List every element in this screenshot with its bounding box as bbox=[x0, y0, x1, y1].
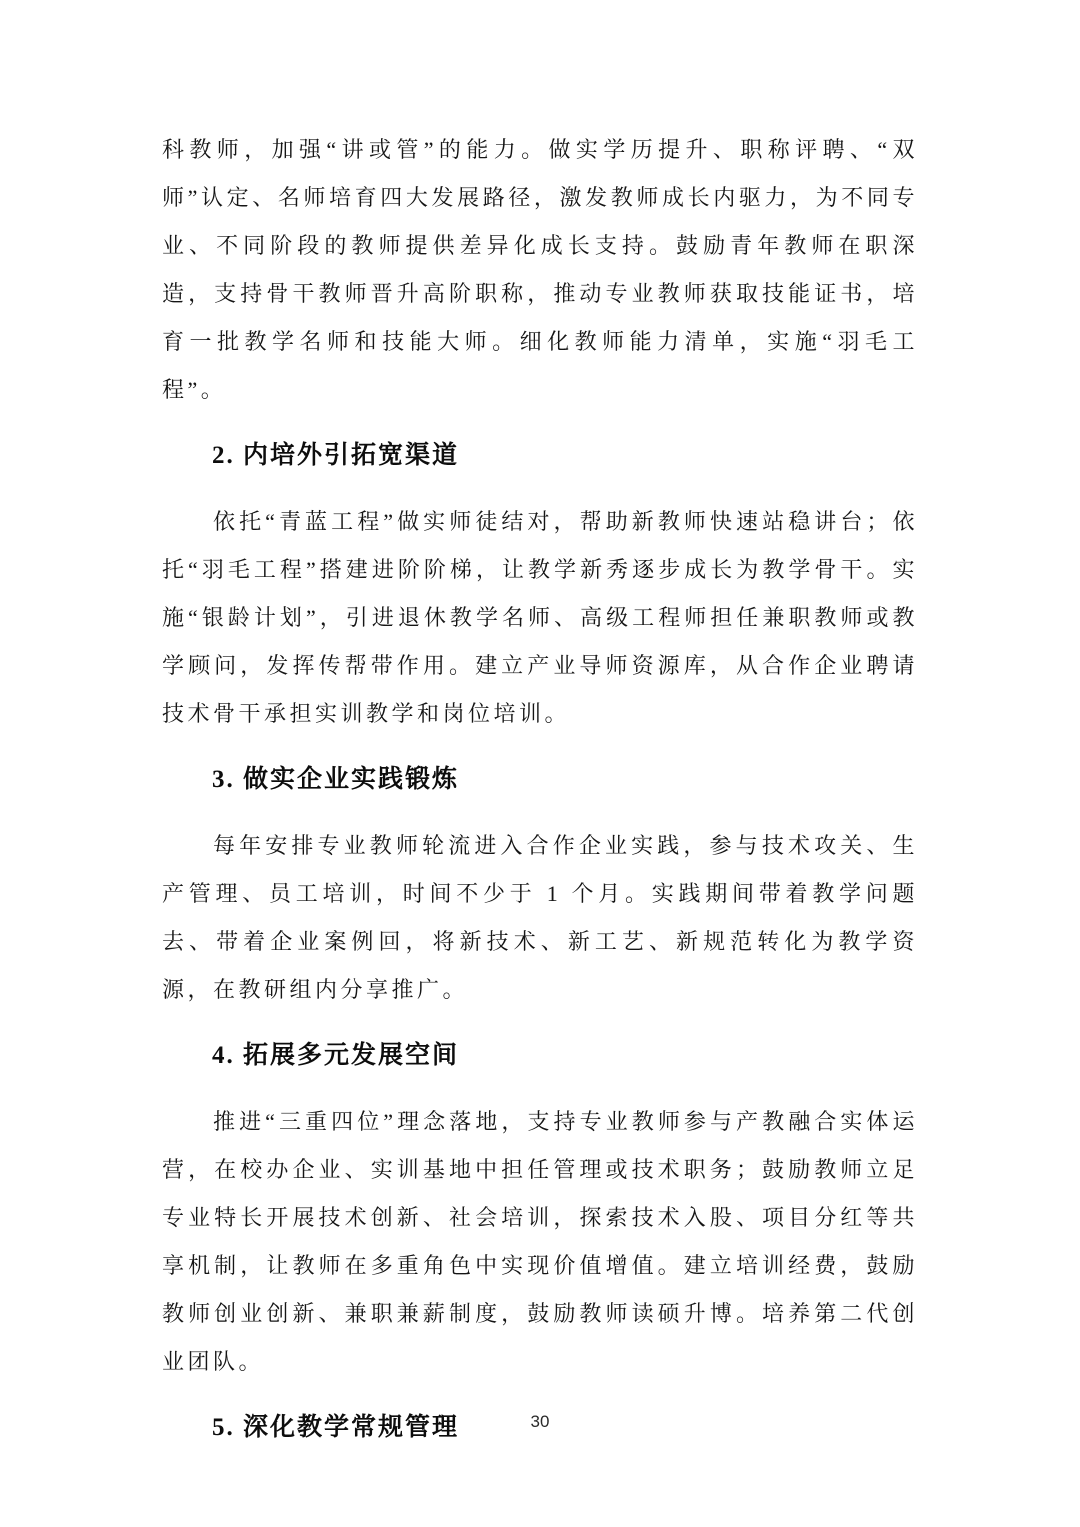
section-body-3: 每年安排专业教师轮流进入合作企业实践，参与技术攻关、生产管理、员工培训，时间不少于 1 个月。实践期间带着教学问题去、带着企业案例回，将新技术、新工艺、新规范转化为教学资源，在教研组内分享推广。 bbox=[162, 833, 918, 1002]
section-body-4: 推进“三重四位”理念落地，支持专业教师参与产教融合实体运营，在校办企业、实训基地中担任管理或技术职务；鼓励教师立足专业特长开展技术创新、社会培训，探索技术入股、项目分红等共享机制，让教师在多重角色中实现价值增值。建立培训经费，鼓励教师创业创新、兼职兼薪制度，鼓励教师读硕升博。培养第二代创业团队。 bbox=[162, 1109, 919, 1374]
section-heading-4: 4. 拓展多元发展空间 bbox=[212, 1042, 460, 1069]
section-heading-5: 5. 深化教学常规管理 bbox=[212, 1414, 460, 1441]
page-number: 30 bbox=[530, 1412, 550, 1431]
continuation-paragraph: 科教师，加强“讲或管”的能力。做实学历提升、职称评聘、“双师”认定、名师培育四大发展路径，激发教师成长内驱力，为不同专业、不同阶段的教师提供差异化成长支持。鼓励青年教师在职深造，支持骨干教师晋升高阶职称，推动专业教师获取技能证书，培育一批教学名师和技能大师。细化教师能力清单，实施“羽毛工程”。 bbox=[162, 137, 918, 402]
section-body-2: 依托“青蓝工程”做实师徒结对，帮助新教师快速站稳讲台；依托“羽毛工程”搭建进阶阶梯，让教学新秀逐步成长为教学骨干。实施“银龄计划”，引进退休教学名师、高级工程师担任兼职教师或教学顾问，发挥传帮带作用。建立产业导师资源库，从合作企业聘请技术骨干承担实训教学和岗位培训。 bbox=[162, 509, 919, 726]
section-heading-3: 3. 做实企业实践锻炼 bbox=[212, 766, 460, 793]
section-heading-2: 2. 内培外引拓宽渠道 bbox=[212, 442, 460, 469]
page-content bbox=[162, 126, 918, 1470]
